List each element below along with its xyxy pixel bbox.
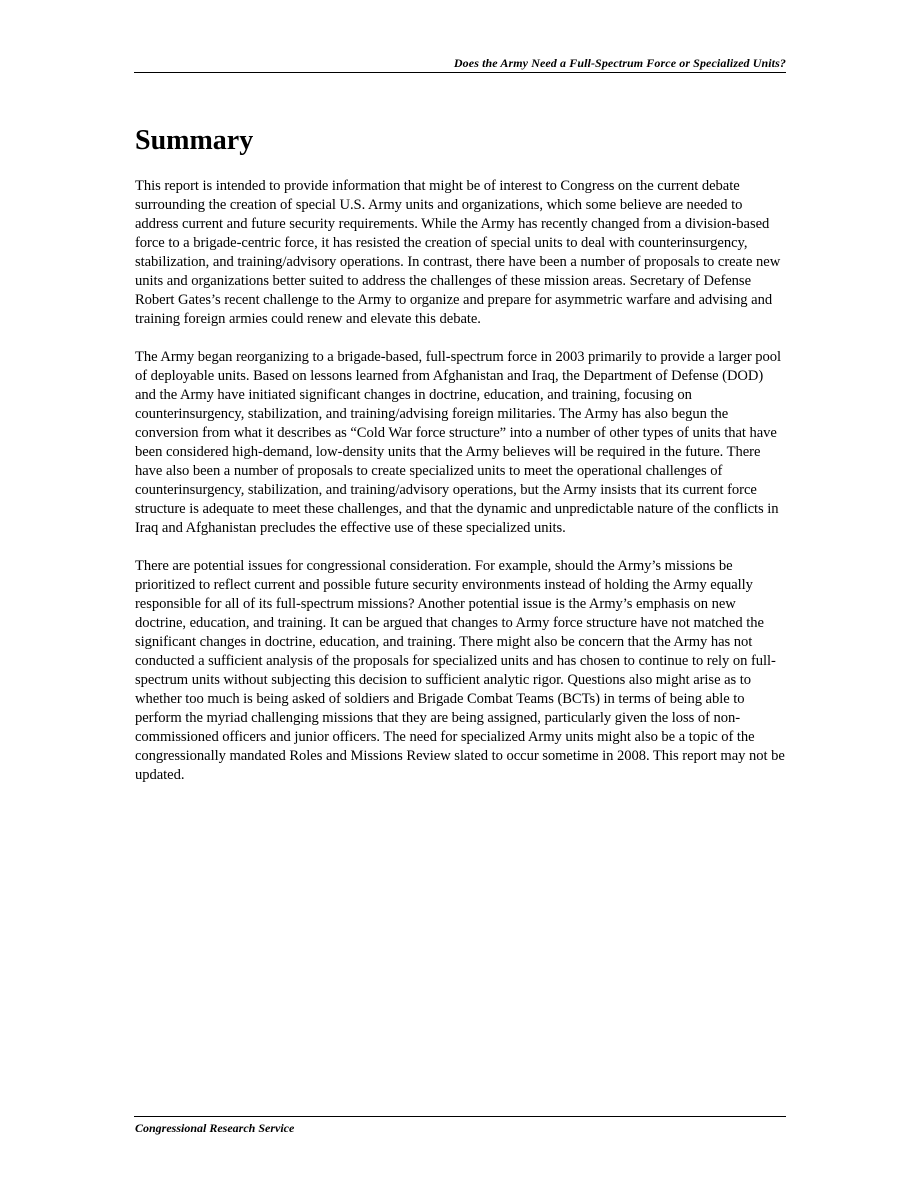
summary-paragraph-1: This report is intended to provide information that might be of interest to Congress on the current debate surrounding the creation of special U.S. Army units and organizations, which some believe are needed to address current and future security requirements. While the Army has recently changed from a division-based force to a brigade-centric force, it has resisted the creation of special units to deal with counterinsurgency, stabilization, and training/advisory operations. In contrast, there have been a number of proposals to create new units and organizations better suited to address the challenges of these mission areas. Secretary of Defense Robert Gates’s recent challenge to the Army to organize and prepare for asymmetric warfare and advising and training foreign armies could renew and elevate this debate.	[135, 178, 781, 327]
running-header-title: Does the Army Need a Full-Spectrum Force or Specialized Units?	[453, 56, 786, 70]
summary-body	[135, 177, 787, 804]
summary-paragraph-2: The Army began reorganizing to a brigade-based, full-spectrum force in 2003 primarily to provide a larger pool of deployable units. Based on lessons learned from Afghanistan and Iraq, the Department of Defense (DOD) and the Army have initiated significant changes in doctrine, education, and training, focusing on counterinsurgency, stabilization, and training/advising foreign militaries. The Army has also begun the conversion from what it describes as “Cold War force structure” into a number of other types of units that have been considered high-demand, low-density units that the Army believes will be required in the future. There have also been a number of proposals to create specialized units to meet the operational challenges of counterinsurgency, stabilization, and training/advisory operations, but the Army insists that its current force structure is adequate to meet these challenges, and that the dynamic and unpredictable nature of the conflicts in Iraq and Afghanistan precludes the effective use of these specialized units.	[135, 349, 782, 536]
header-rule	[134, 72, 786, 73]
summary-paragraph-3: There are potential issues for congressional consideration. For example, should the Army’s missions be prioritized to reflect current and possible future security environments instead of holding the Army equally responsible for all of its full-spectrum missions? Another potential issue is the Army’s emphasis on new doctrine, education, and training. It can be argued that changes to Army force structure have not matched the significant changes in doctrine, education, and training. There might also be concern that the Army has not conducted a sufficient analysis of the proposals for specialized units and has chosen to continue to rely on full-spectrum units without subjecting this decision to sufficient analytic rigor. Questions also might arise as to whether too much is being asked of soldiers and Brigade Combat Teams (BCTs) in terms of being able to perform the myriad challenging missions that they are being assigned, particularly given the loss of non-commissioned officers and junior officers. The need for specialized Army units might also be a topic of the congressionally mandated Roles and Missions Review slated to occur sometime in 2008. This report may not be updated.	[135, 558, 785, 783]
footer-rule	[134, 1116, 786, 1117]
section-title: Summary	[135, 125, 254, 156]
footer-source: Congressional Research Service	[135, 1121, 295, 1135]
